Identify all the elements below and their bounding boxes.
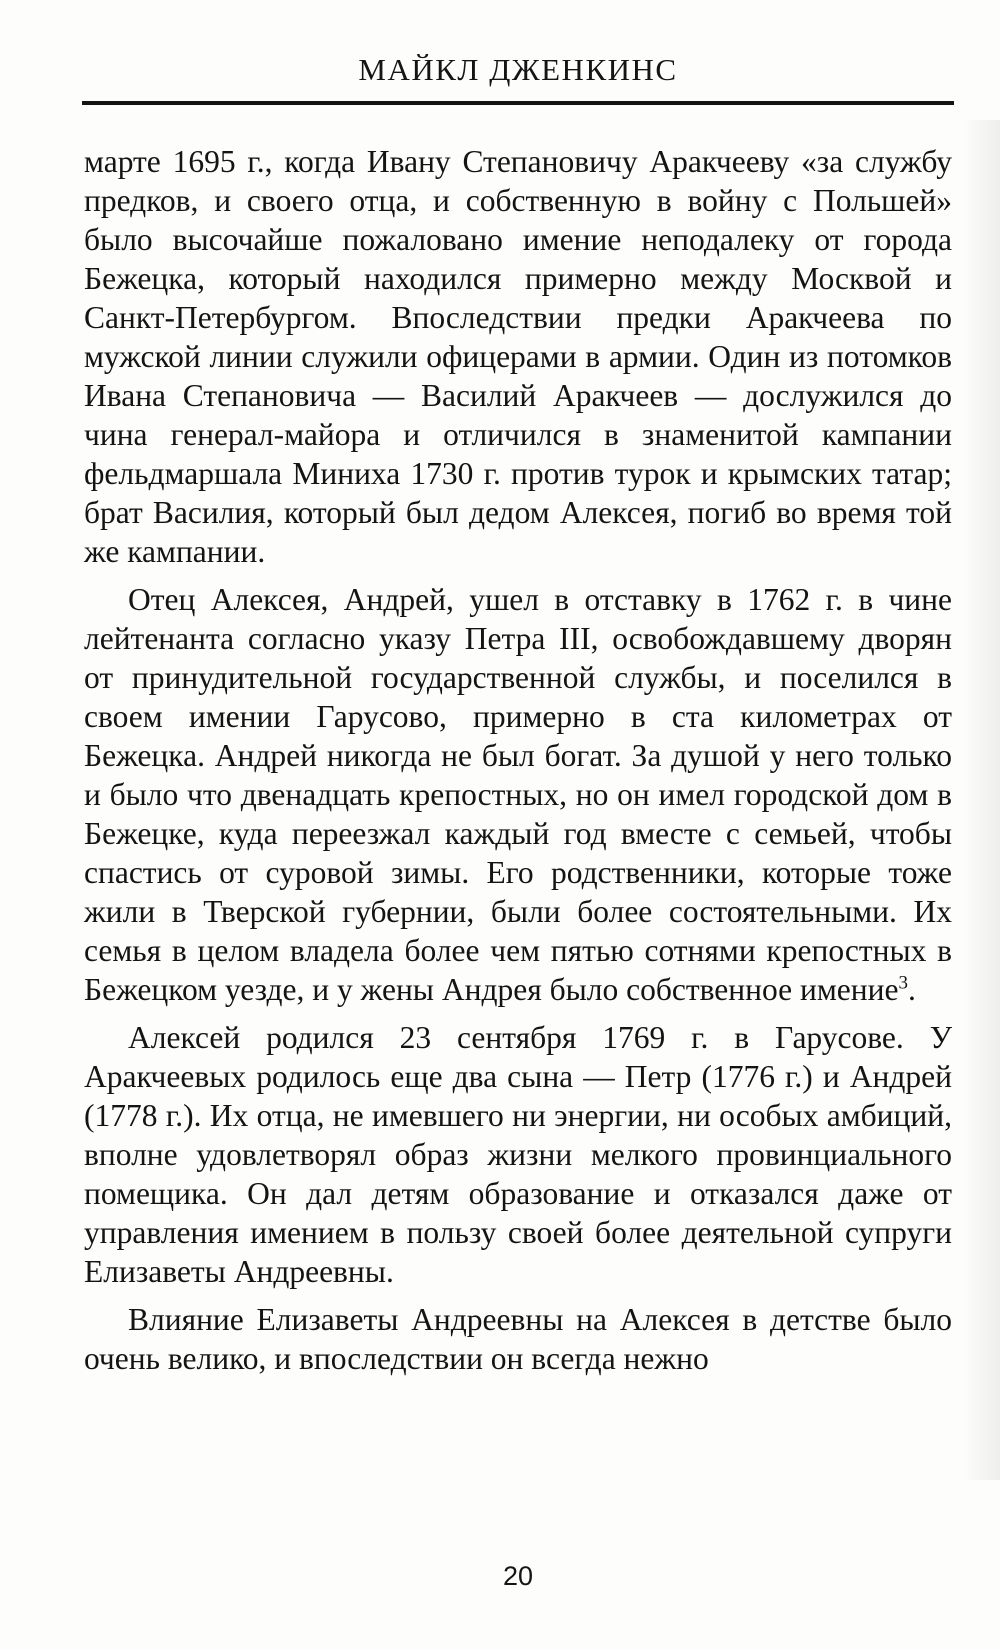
paragraph-2: [84, 580, 952, 1009]
paragraph-1: [84, 142, 952, 571]
paragraph-text: Отец Алексея, Андрей, ушел в отставку в 1762 г. в чине лейтенанта согласно указу Петра III, освобождавшему дворян от принудительной государственной службы, и поселился в своем имении Гарусово, примерно в ста километрах от Бежецка. Андрей никогда не был богат. За душой у него только и было что двенадцать крепостных, но он имел городской дом в Бежецке, куда переезжал каждый год вместе с семьей, чтобы спастись от суровой зимы. Его родственники, которые тоже жили в Тверской губернии, были более состоятельными. Их семья в целом владела более чем пятью сотнями крепостных в Бежецком уезде, и у жены Андрея было собственное имение: [84, 582, 952, 1007]
paragraph-text: марте 1695 г., когда Ивану Степановичу Аракчееву «за службу предков, и своего отца, и собственную в войну с Польшей» было высочайше пожаловано имение неподалеку от города Бежецка, который находился примерно между Москвой и Санкт-Петербургом. Впоследствии предки Аракчеева по мужской линии служили офицерами в армии. Один из потомков Ивана Степановича — Василий Аракчеев — дослужился до чина генерал-майора и отличился в знаменитой кампании фельдмаршала Миниха 1730 г. против турок и крымских татар; брат Василия, который был дедом Алексея, погиб во время той же кампании.: [84, 144, 952, 569]
footnote-marker[interactable]: 3: [898, 972, 908, 994]
header-rule: [82, 101, 954, 105]
paragraph-text-end: .: [907, 972, 916, 1007]
paragraph-text: Влияние Елизаветы Андреевны на Алексея в детстве было очень велико, и впоследствии он всегда нежно: [84, 1302, 952, 1376]
paragraph-4: [84, 1300, 952, 1378]
page-edge-shadow: [962, 120, 1000, 1480]
paragraph-text: Алексей родился 23 сентября 1769 г. в Гарусове. У Аракчеевых родилось еще два сына — Петр (1776 г.) и Андрей (1778 г.). Их отца, не имевшего ни энергии, ни особых амбиций, вполне удовлетворял образ жизни мелкого провинциального помещика. Он дал детям образование и отказался даже от управления имением в пользу своей более деятельной супруги Елизаветы Андреевны.: [84, 1020, 952, 1289]
page-number: 20: [502, 1561, 534, 1591]
running-header: МАЙКЛ ДЖЕНКИНС: [358, 52, 678, 87]
paragraph-3: [84, 1018, 952, 1291]
body-text: [84, 142, 952, 1387]
